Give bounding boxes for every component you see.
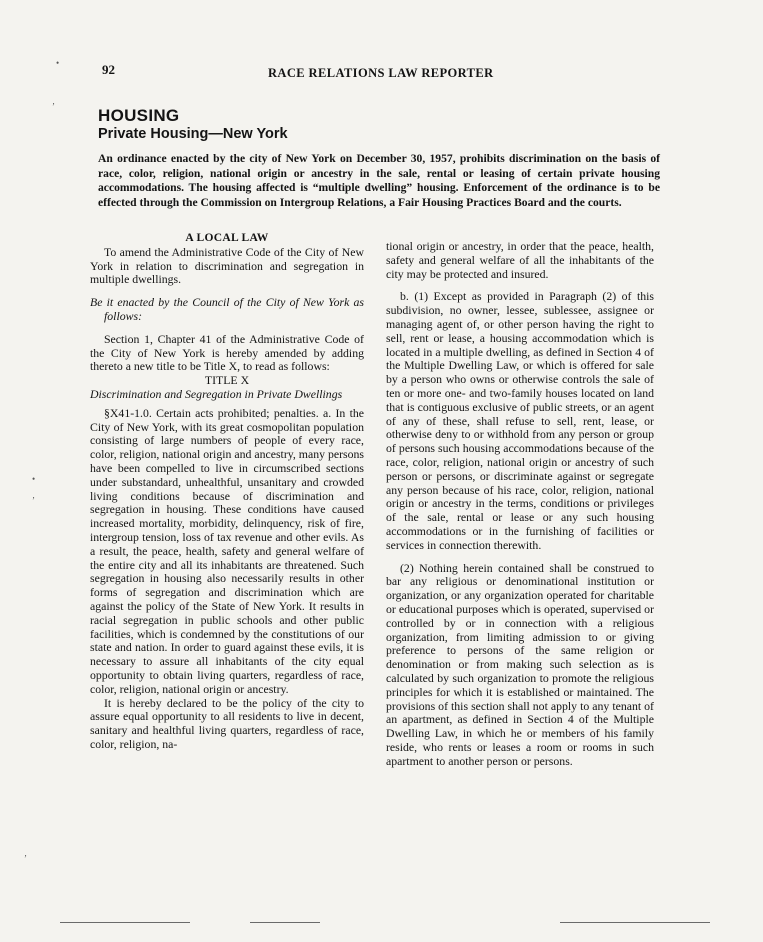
policy-paragraph: It is hereby declared to be the policy of the city to assure equal opportunity to all residents to live in decent, sanitary and healthful living quarters, regardless of race, color, religion, na- bbox=[90, 695, 364, 751]
paragraph-a: §X41-1.0. Certain acts prohibited; penalties. a. In the City of New York, with its great cosmopolitan population consisting of large numbers of people of every race, color, religion, national origin and ancestry, many persons have been compelled to live in circumscribed sections under substandard, unhealthful, unsanitary and crowded living conditions because of discrimination and segregation in housing. These conditions have caused increased mortality, morbidity, delinquency, risk of fire, intergroup tension, loss of tax revenue and other evils. As a result, the peace, health, safety and general welfare of the entire city and all its inhabitants are threatened. Such segregation in housing also necessarily results in other forms of segregation and discrimination which are against the policy of the State of New York. It results in racial segregation in public schools and other public facilities, which is condemned by the constitutions of our state and nation. In order to guard against these evils, it is necessary to assure all inhabitants of the city equal opportunity to obtain living quarters, regardless of race, color, religion, national origin or ancestry. bbox=[90, 405, 364, 696]
enacting-clause: Be it enacted by the Council of the City of New York as follows: bbox=[90, 295, 364, 323]
page-number: 92 bbox=[102, 62, 115, 77]
title-x-name: Discrimination and Segregation in Private Dwellings bbox=[90, 386, 343, 401]
headnote: An ordinance enacted by the city of New York on December 30, 1957, prohibits discrimination on the basis of race, color, religion, national origin or ancestry in the sale, rental or leasing of certain private housing accommodations. The housing affected is “multiple dwelling” housing. Enforcement of the ordinance is to be effected through the Commission on Intergroup Relations, a Fair Housing Practices Board and the courts. bbox=[98, 152, 660, 209]
running-head: RACE RELATIONS LAW REPORTER bbox=[268, 66, 494, 80]
scan-edge-line bbox=[560, 922, 710, 923]
section-heading: HOUSING bbox=[98, 106, 180, 125]
subsection-heading: Private Housing—New York bbox=[98, 126, 288, 142]
law-purpose: To amend the Administrative Code of the City of New York in relation to discrimination and segregation in multiple dwellings. bbox=[90, 244, 364, 287]
scan-edge-line bbox=[250, 922, 320, 923]
scan-mark: • bbox=[32, 474, 36, 484]
section-one: Section 1, Chapter 41 of the Administrative Code of the City of New York is hereby amended by adding thereto a new title to be Title X, to read as follows: bbox=[90, 331, 364, 374]
paragraph-b2: (2) Nothing herein contained shall be construed to bar any religious or denominational institution or organization, or any organization operated for charitable or educational purposes which is operated, supervised or controlled by or in connection with a religious organization, from limiting admission to or giving preference to persons of the same religion or denomination or from making such selection as is calculated by such organization to promote the religious principles for which it is established or maintained. The provisions of this section shall not apply to any tenant of an apartment, as defined in Section 4 of the Multiple Dwelling Law, in which he or members of his family reside, who rents or leases a room or rooms in such apartment to another person or persons. bbox=[386, 560, 654, 768]
law-title: A LOCAL LAW bbox=[185, 232, 269, 244]
title-x-heading: TITLE X bbox=[204, 373, 250, 388]
continuation-paragraph: tional origin or ancestry, in order that the peace, health, safety and general welfare of all the inhabitants of the city may be protected and insured. bbox=[386, 239, 654, 281]
scan-mark: ‚ bbox=[52, 96, 55, 106]
scan-mark: ‚ bbox=[32, 490, 35, 500]
right-column bbox=[386, 240, 654, 768]
scan-mark: ‚ bbox=[24, 848, 27, 858]
scan-edge-line bbox=[60, 922, 190, 923]
left-column bbox=[90, 232, 364, 752]
paragraph-b1: b. (1) Except as provided in Paragraph (2) of this subdivision, no owner, lessee, sublessee, assignee or managing agent of, or other person having the right to sell, rent or lease, a housing accommodation which is located in a multiple dwelling, as defined in Section 4 of the Multiple Dwelling Law, or which is offered for sale by a person who owns or otherwise controls the sale of ten or more one- and two-family houses located on land that is contiguous exclusive of public streets, or an agent of any of these, shall refuse to sell, rent, lease, or otherwise deny to or withhold from any person or group of persons such housing accommodations because of the race, color, religion, national origin or ancestry of such person or persons, or discriminate against or segregate any person because of his race, color, religion, national origin or ancestry in the terms, conditions or privileges of the sale, rental or lease or any such housing accommodations or in the furnishing of facilities or services in connection therewith. bbox=[386, 289, 654, 552]
scan-mark: • bbox=[56, 58, 60, 68]
